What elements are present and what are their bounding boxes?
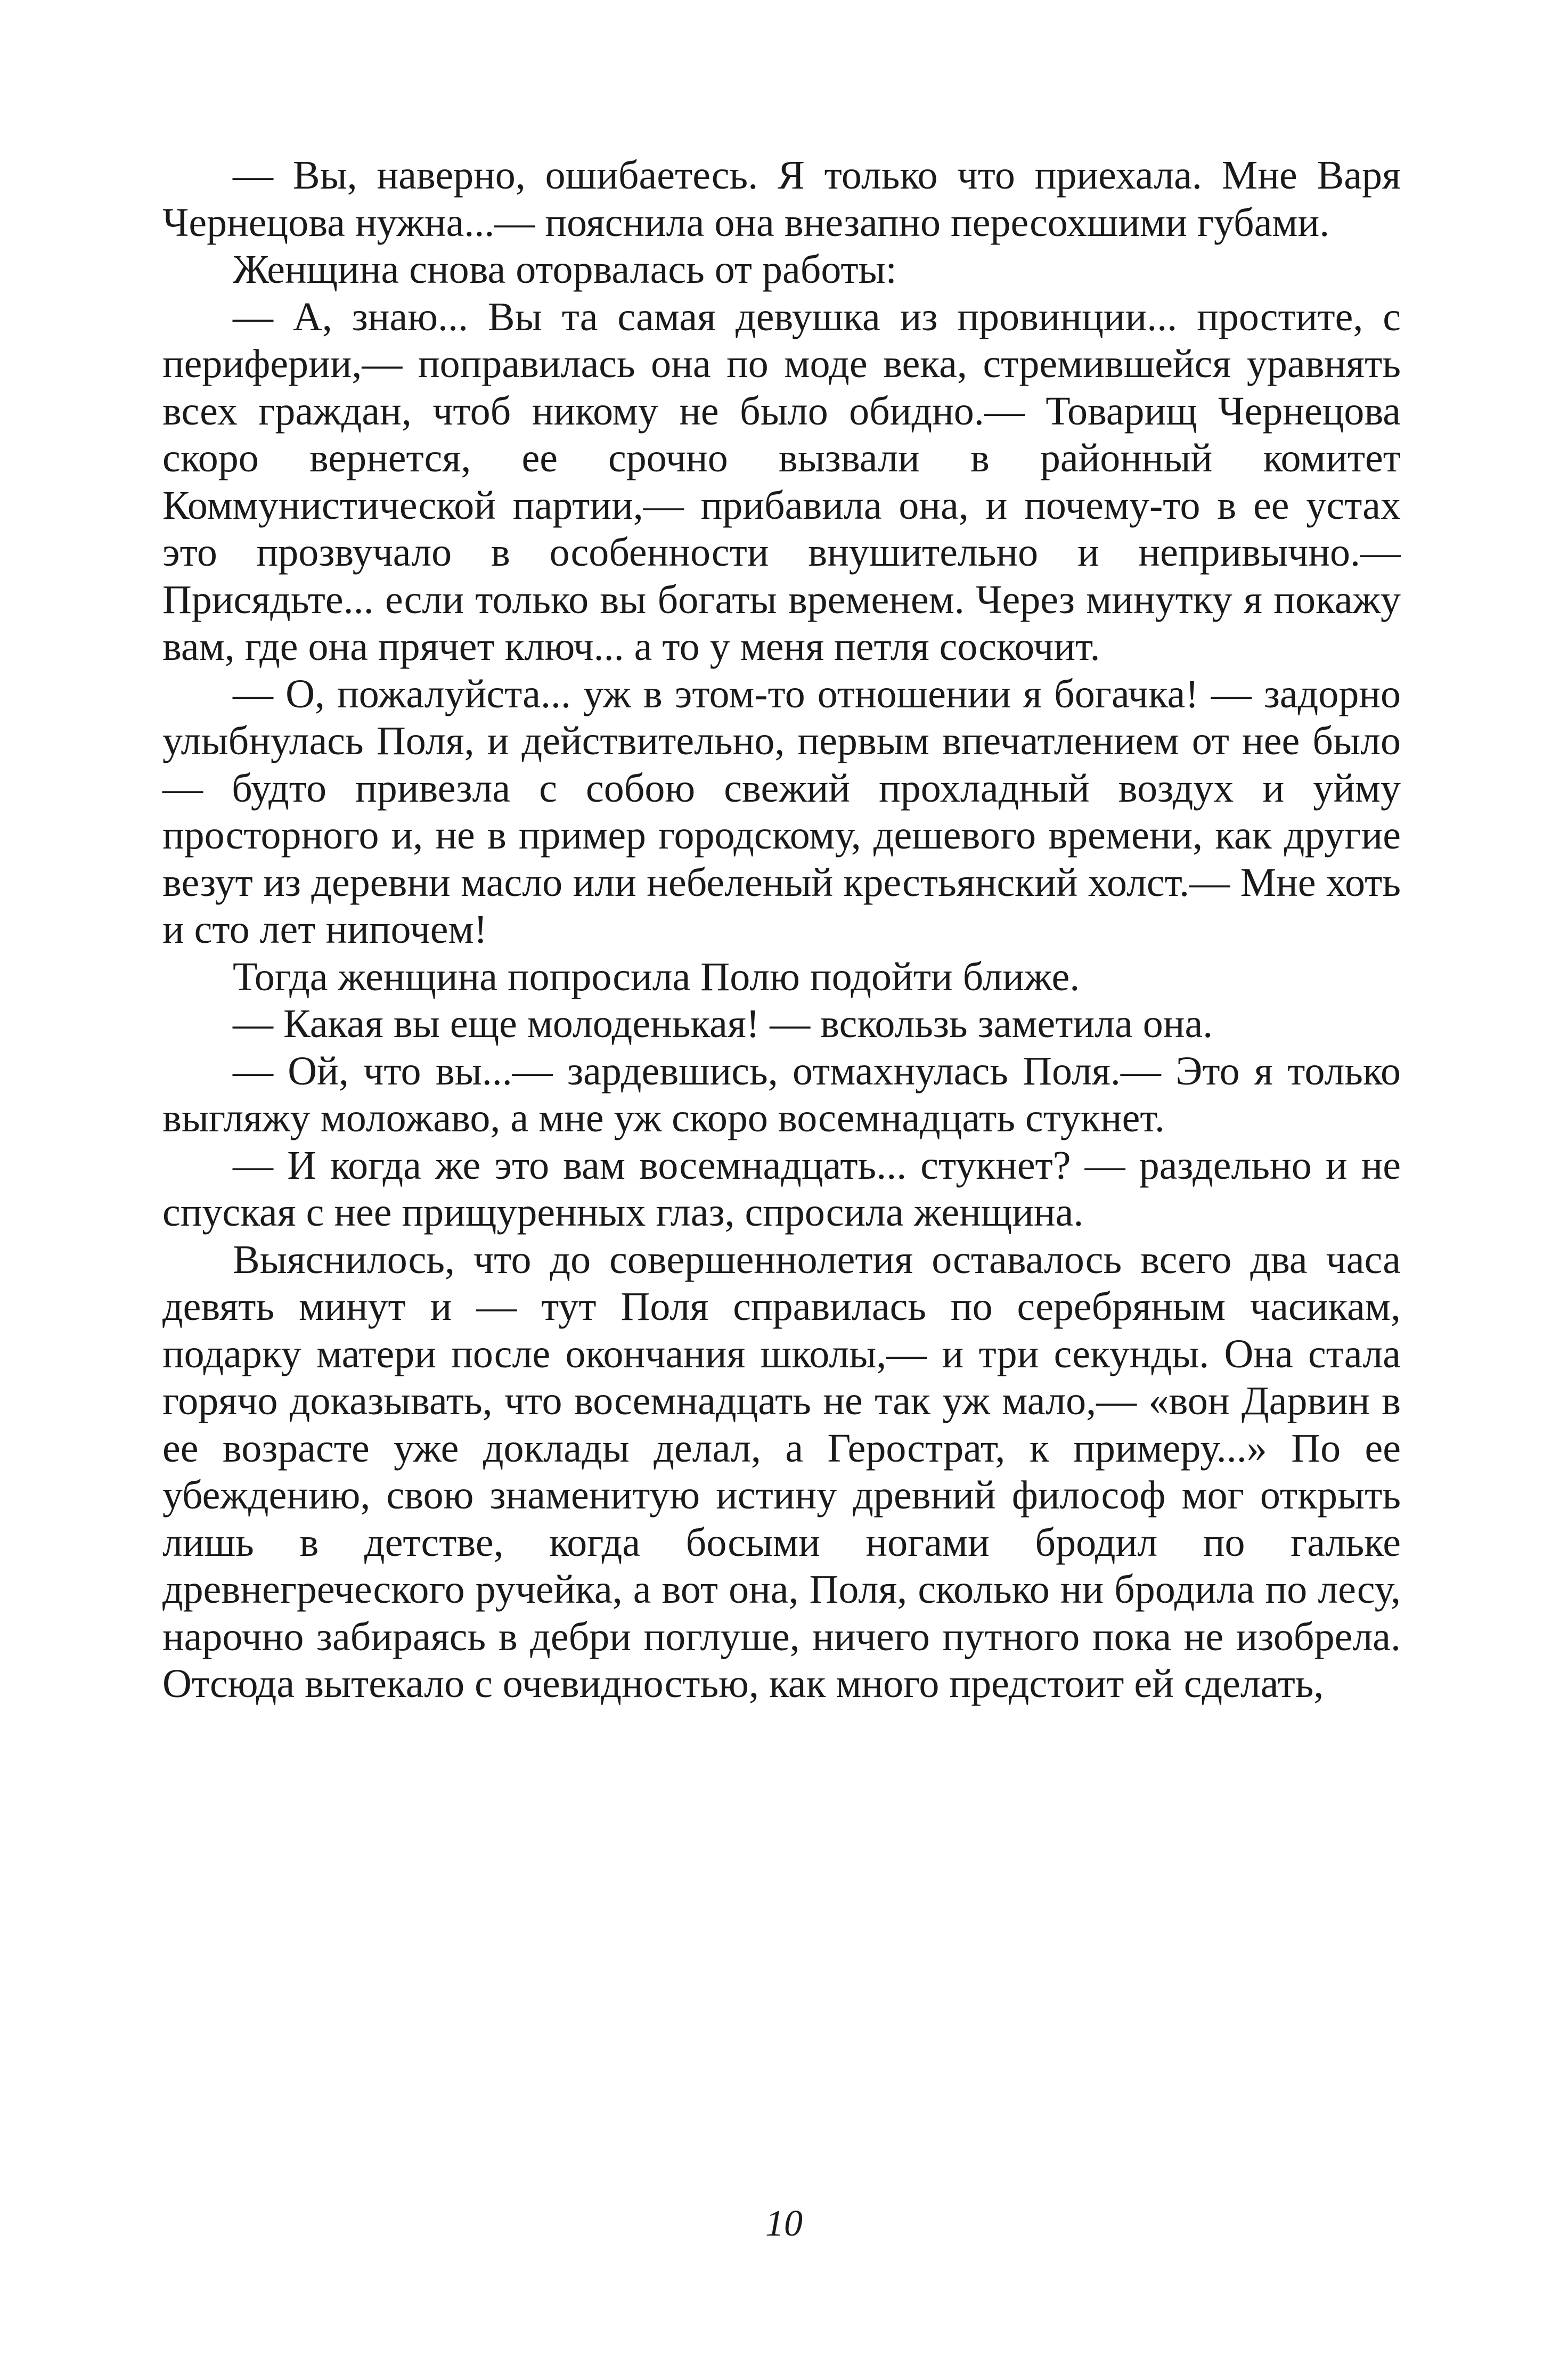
page-text [162,152,1401,1708]
paragraph-2: Женщина снова оторвалась от работы: [233,247,897,292]
page-number: 10 [765,2203,803,2244]
paragraph-9: Выяснилось, что до совершеннолетия оставалось всего два часа девять минут и — тут Поля справилась по серебряным часикам, подарку матери после окончания школы,— и три секунды. Она стала горячо доказывать, что восемнадцать не так уж мало,— «вон Дарвин в ее возрасте уже доклады делал, а Герострат, к примеру...» По ее убеждению, свою знаменитую истину древний философ мог открыть лишь в детстве, когда босыми ногами бродил по гальке древнегреческого ручейка, а вот она, Поля, сколько ни бродила по лесу, нарочно забираясь в дебри поглуше, ничего путного пока не изобрела. Отсюда вытекало с очевидностью, как много предстоит ей сделать, [162,1237,1401,1706]
paragraph-8: — И когда же это вам восемнадцать... стукнет? — раздельно и не спуская с нее прищуренных глаз, спросила женщина. [162,1143,1401,1235]
paragraph-6: — Какая вы еще молоденькая! — вскользь заметила она. [233,1001,1213,1046]
paragraph-4: — О, пожалуйста... уж в этом-то отношении я богачка! — задорно улыбнулась Поля, и действительно, первым впечатлением от нее было — будто привезла с собою свежий прохладный воздух и уйму просторного и, не в пример городскому, дешевого времени, как другие везут из деревни масло или небеленый крестьянский холст.— Мне хоть и сто лет нипочем! [162,671,1401,952]
paragraph-3: — А, знаю... Вы та самая девушка из провинции... простите, с периферии,— поправилась она по моде века, стремившейся уравнять всех граждан, чтоб никому не было обидно.— Товарищ Чернецова скоро вернется, ее срочно вызвали в районный комитет Коммунистической партии,— прибавила она, и почему-то в ее устах это прозвучало в особенности внушительно и непривычно.— Присядьте... если только вы богаты временем. Через минутку я покажу вам, где она прячет ключ... а то у меня петля соскочит. [162,294,1401,669]
paragraph-5: Тогда женщина попросила Полю подойти ближе. [233,954,1080,999]
paragraph-7: — Ой, что вы...— зардевшись, отмахнулась Поля.— Это я только выгляжу моложаво, а мне уж скоро восемнадцать стукнет. [162,1048,1401,1140]
paragraph-1: — Вы, наверно, ошибаетесь. Я только что приехала. Мне Варя Чернецова нужна...— пояснила она внезапно пересохшими губами. [162,153,1401,245]
